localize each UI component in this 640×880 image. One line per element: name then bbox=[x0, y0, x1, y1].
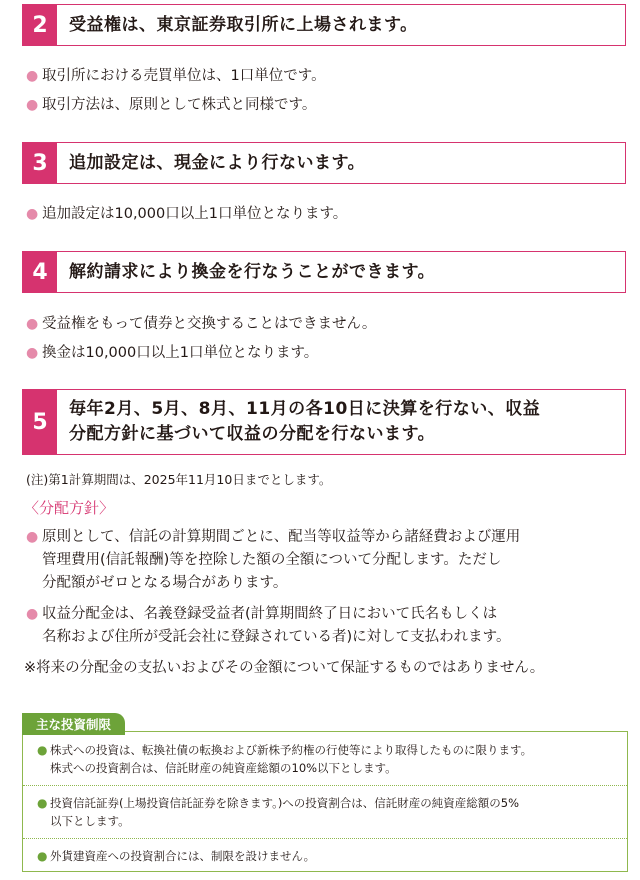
investment-restrictions-box bbox=[22, 731, 628, 872]
list-item: ● 取引方法は、原則として株式と同様です。 bbox=[26, 94, 626, 117]
section-number: 5 bbox=[23, 390, 57, 454]
policy-heading: 〈分配方針〉 bbox=[24, 499, 115, 517]
section-5-header bbox=[22, 389, 626, 455]
list-item: ● 取引所における売買単位は、1口単位です。 bbox=[26, 65, 626, 88]
list-item: ● 収益分配金は、名義登録受益者(計算期間終了日において氏名もしくは 名称および住所が受託会社に登録されている者)に対して支払われます。 bbox=[26, 603, 626, 649]
section-title: 追加設定は、現金により行ないます。 bbox=[69, 152, 366, 173]
bullet-icon: ● bbox=[37, 743, 48, 757]
bullet-icon: ● bbox=[26, 97, 39, 113]
list-item: ● 換金は10,000口以上1口単位となります。 bbox=[26, 342, 626, 365]
section-3-header bbox=[22, 142, 626, 184]
bullet-icon: ● bbox=[26, 206, 39, 222]
restriction-item: ● 投資信託証券(上場投資信託証券を除きます。)への投資割合は、信託財産の純資産総額の5% 以下とします。 bbox=[37, 796, 520, 828]
section-4-header bbox=[22, 251, 626, 293]
divider bbox=[23, 838, 627, 839]
bullet-icon: ● bbox=[26, 68, 39, 84]
restriction-item: ● 外貨建資産への投資割合には、制限を設けません。 bbox=[37, 849, 316, 863]
bullet-icon: ● bbox=[26, 316, 39, 332]
list-item: ● 原則として、信託の計算期間ごとに、配当等収益等から諸経費および運用 管理費用(信託報酬)等を控除した額の全額について分配します。ただし 分配額がゼロとなる場合があります。 bbox=[26, 526, 626, 595]
list-item: ● 追加設定は10,000口以上1口単位となります。 bbox=[26, 203, 626, 226]
divider bbox=[23, 785, 627, 786]
bullet-icon: ● bbox=[26, 529, 39, 545]
section-number: 4 bbox=[23, 252, 57, 292]
section-title: 毎年2月、5月、8月、11月の各10日に決算を行ない、収益 分配方針に基づいて収益の分配を行ないます。 bbox=[69, 399, 541, 444]
section-title: 受益権は、東京証券取引所に上場されます。 bbox=[69, 14, 418, 35]
disclaimer: ※将来の分配金の支払いおよびその金額について保証するものではありません。 bbox=[24, 660, 545, 676]
section-title: 解約請求により換金を行なうことができます。 bbox=[69, 261, 436, 282]
section-2-header bbox=[22, 4, 626, 46]
bullet-icon: ● bbox=[26, 606, 39, 622]
restriction-item: ● 株式への投資は、転換社債の転換および新株予約権の行使等により取得したものに限ります。 株式への投資割合は、信託財産の純資産総額の10%以下とします。 bbox=[37, 743, 533, 775]
section-number: 2 bbox=[23, 5, 57, 45]
bullet-icon: ● bbox=[37, 796, 48, 810]
list-item: ● 受益権をもって債券と交換することはできません。 bbox=[26, 313, 626, 336]
bullet-icon: ● bbox=[37, 849, 48, 863]
bullet-icon: ● bbox=[26, 345, 39, 361]
section-5-note: (注)第1計算期間は、2025年11月10日までとします。 bbox=[26, 472, 332, 487]
section-number: 3 bbox=[23, 143, 57, 183]
restrictions-heading: 主な投資制限 bbox=[22, 713, 125, 735]
